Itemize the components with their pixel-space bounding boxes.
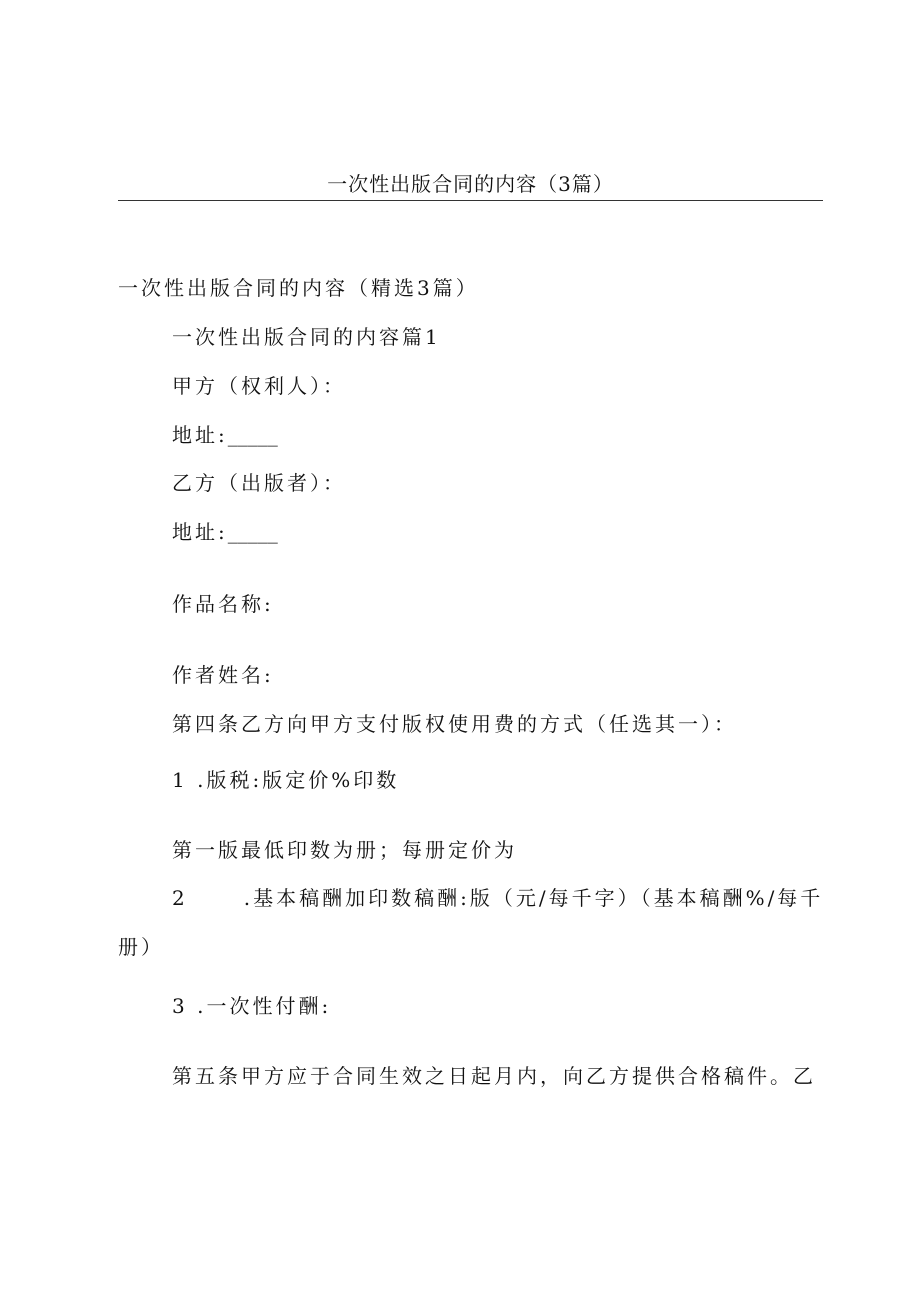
document-title: 一次性出版合同的内容（3篇）	[327, 172, 614, 196]
option-2-number: 2	[172, 886, 188, 910]
work-title-label: 作品名称:	[172, 592, 274, 616]
party-b-address-label: 地址:	[172, 520, 228, 544]
option-3-number: 3	[172, 994, 188, 1018]
document-subtitle: 一次性出版合同的内容（精选3篇）	[118, 276, 479, 300]
option-2-text: .基本稿酬加印数稿酬:版（元/每千字）（基本稿酬%/每千	[243, 886, 824, 910]
option-1	[172, 766, 399, 794]
author-name-label: 作者姓名:	[172, 663, 274, 687]
party-a-address	[172, 421, 278, 449]
option-3-text: .一次性付酬:	[197, 994, 332, 1018]
option-3	[172, 992, 331, 1020]
party-a-address-label: 地址:	[172, 423, 228, 447]
party-b-address-blank: _____	[227, 520, 278, 544]
party-a-address-blank: _____	[227, 423, 278, 447]
option-2-continuation: 册）	[118, 935, 164, 959]
party-a-label: 甲方（权利人）：	[172, 374, 346, 398]
title-underline	[118, 200, 823, 201]
option-1-number: 1	[172, 768, 188, 792]
article-4-text: 第四条乙方向甲方支付版权使用费的方式（任选其一）：	[172, 712, 737, 736]
section-heading: 一次性出版合同的内容篇1	[172, 325, 441, 349]
option-2	[172, 884, 823, 912]
option-1-text: .版税:版定价%印数	[197, 768, 400, 792]
option-1-detail: 第一版最低印数为册；每册定价为	[172, 838, 517, 862]
party-b-address	[172, 518, 278, 546]
article-5-text: 第五条甲方应于合同生效之日起月内，向乙方提供合格稿件。乙	[172, 1064, 816, 1088]
party-b-label: 乙方（出版者）：	[172, 471, 346, 495]
